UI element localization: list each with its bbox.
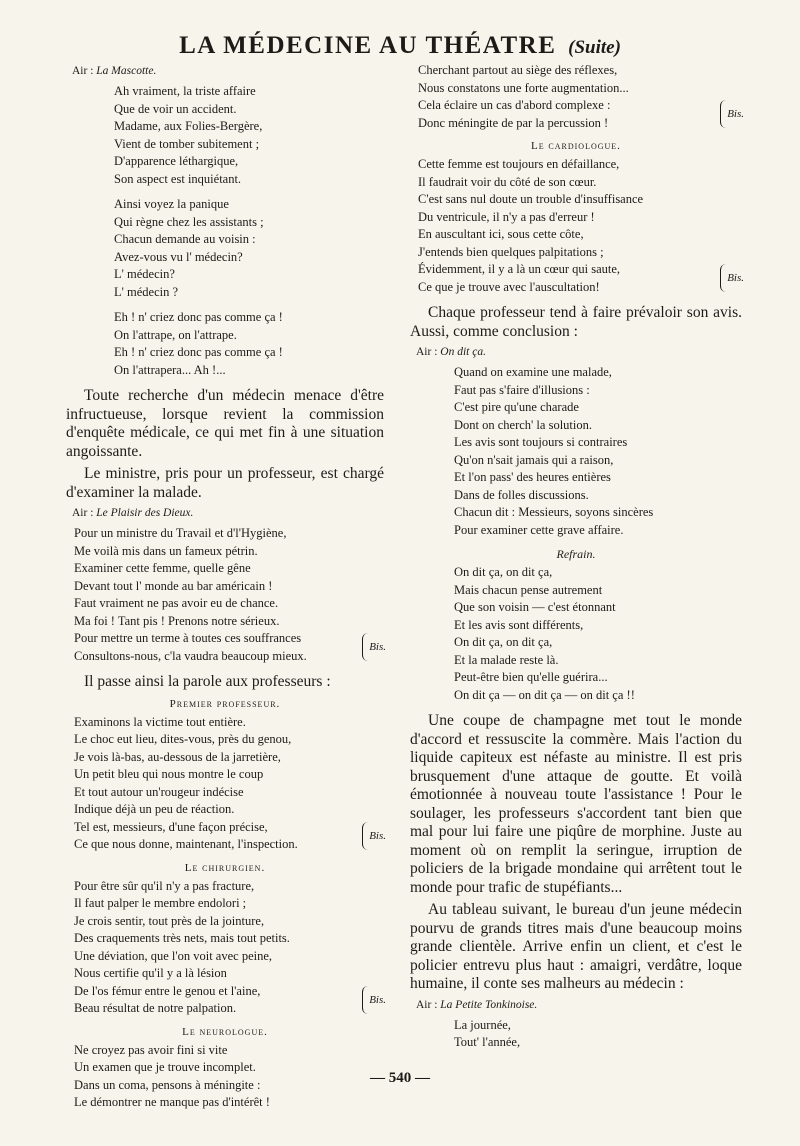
stanza-mascotte-1 (66, 83, 384, 188)
verse-line: Cela éclaire un cas d'abord complexe : (418, 98, 611, 112)
bis-lines (410, 97, 742, 132)
verse-line: Je crois sentir, tout près de la jointure, (74, 913, 265, 928)
stanza-lines (66, 878, 384, 983)
bis-lines (66, 983, 384, 1018)
verse-line: Peut-être bien qu'elle guérira... (454, 670, 608, 684)
prose-chaque-professeur: Chaque professeur tend à faire prévaloir son avis. Aussi, comme conclusion : (410, 304, 742, 340)
verse-line: Ainsi voyez la panique (114, 197, 229, 211)
bis-group (66, 983, 384, 1018)
bis-mark: Bis. (362, 633, 386, 661)
verse-line: Dans un coma, pensons à méningite : (74, 1077, 261, 1092)
verse-line: C'est pire qu'une charade (454, 400, 579, 414)
verse-line: Et l'on pass' des heures entières (454, 470, 611, 484)
verse-line: C'est sans nul doute un trouble d'insuffisance (418, 192, 644, 206)
verse-line: Pour un ministre du Travail et d'l'Hygiène, (74, 526, 287, 540)
prose-recherche: Toute recherche d'un médecin menace d'être infructueuse, lorsque revient la commission d'enquête médicale, ce qui met fin à une situation angoissante. (66, 387, 384, 460)
verse-line: Que de voir un accident. (114, 101, 237, 116)
air-name: On dit ça. (440, 346, 486, 358)
verse-line: Chacun dit : Messieurs, soyons sincères (454, 505, 654, 519)
heading-cardiologue: Le cardiologue. (531, 140, 621, 152)
verse-line: D'apparence léthargique, (114, 154, 239, 168)
verse-line: Chacun demande au voisin : (114, 232, 256, 246)
verse-line: Tel est, messieurs, d'une façon précise, (74, 819, 268, 834)
stanza-neurologue-cont (410, 62, 742, 132)
verse-line: Devant tout l' monde au bar américain ! (74, 578, 273, 593)
verse-line: On l'attrape, on l'attrape. (114, 327, 237, 342)
prose-ministre: Le ministre, pris pour un professeur, est chargé d'examiner la malade. (66, 465, 384, 501)
verse-line: Qu'on n'sait jamais qui a raison, (454, 452, 614, 467)
bis-group (66, 819, 384, 854)
stanza-tonkinoise (410, 1017, 742, 1052)
verse-line: Eh ! n' criez donc pas comme ça ! (114, 345, 283, 359)
verse-line: Faut vraiment ne pas avoir eu de chance. (74, 596, 279, 610)
stanza-lines (410, 62, 742, 97)
right-column (410, 62, 742, 1060)
stanza-lines (66, 714, 384, 819)
air-label: Air : (416, 346, 438, 358)
verse-line: Donc méningite de par la percussion ! (418, 115, 609, 130)
verse-line: Le démontrer ne manque pas d'intérêt ! (74, 1095, 270, 1109)
verse-line: Des craquements très nets, mais tout petits. (74, 931, 290, 945)
verse-line: Ce que je trouve avec l'auscultation! (418, 279, 600, 294)
air-name: La Mascotte. (96, 65, 157, 77)
verse-line: Ma foi ! Tant pis ! Prenons notre sérieux. (74, 613, 280, 628)
stanza-on-dit-ca (410, 364, 742, 539)
verse-line: Examinons la victime tout entière. (74, 714, 246, 729)
verse-line: L' médecin ? (114, 284, 179, 299)
verse-line: L' médecin? (114, 267, 175, 281)
verse-line: Beau résultat de notre palpation. (74, 1001, 237, 1015)
verse-line: Il faut palper le membre endolori ; (74, 896, 247, 910)
verse-line: Cette femme est toujours en défaillance, (418, 157, 620, 171)
page-number: — 540 — (370, 1070, 430, 1086)
air-label: Air : (72, 507, 94, 519)
bis-lines (66, 819, 384, 854)
prose-tableau-suivant: Au tableau suivant, le bureau d'un jeune médecin pourvu de grands titres mais d'une beaucoup moins grande clientèle. Arrive enfin un client, et c'est le policier entrevu plus haut : amaigri, verdâtre, loque humaine, il conte ses malheurs au médecin : (410, 901, 742, 992)
verse-line: Dont on cherch' la solution. (454, 417, 592, 432)
left-column (66, 62, 384, 1120)
bis-lines (66, 630, 384, 665)
refrain-label: Refrain. (556, 547, 596, 561)
verse-line: Cherchant partout au siège des réflexes, (418, 63, 618, 77)
verse-line: Pour mettre un terme à toutes ces souffrances (74, 631, 302, 645)
bis-mark: Bis. (362, 822, 386, 850)
verse-line: Ne croyez pas avoir fini si vite (74, 1042, 228, 1057)
verse-line: Un petit bleu qui nous montre le coup (74, 767, 264, 781)
air-name: Le Plaisir des Dieux. (96, 507, 194, 519)
verse-line: Une déviation, que l'on voit avec peine, (74, 948, 273, 963)
verse-line: Nous constatons une forte augmentation... (418, 80, 629, 95)
verse-line: Pour être sûr qu'il n'y a pas fracture, (74, 878, 255, 893)
verse-line: On dit ça, on dit ça, (454, 635, 553, 649)
stanza-lines (410, 156, 742, 261)
heading-chirurgien: Le chirurgien. (184, 861, 266, 874)
stanza-premier-professeur (66, 714, 384, 854)
bis-mark: Bis. (720, 264, 744, 292)
verse-line: Et la malade reste là. (454, 652, 559, 667)
air-label: Air : (416, 998, 438, 1011)
bis-mark: Bis. (720, 100, 744, 128)
verse-line: Un examen que je trouve incomplet. (74, 1060, 256, 1074)
verse-line: Pour examiner cette grave affaire. (454, 522, 624, 537)
page-title (0, 32, 800, 60)
verse-line: Le choc eut lieu, dites-vous, près du genou, (74, 732, 292, 746)
verse-line: Consultons-nous, c'la vaudra beaucoup mieux. (74, 648, 307, 663)
prose-champagne: Une coupe de champagne met tout le monde d'accord et ressuscite la commère. Mais l'action du liquide capiteux est néfaste au ministre. Il est pris brusquement d'une attaque de goutte. Et voilà émotionnée à nouveau toute l'assistance ! Pour le soulager, les professeurs s'accordent tant bien que mal pour lui faire une piqûre de morphine. Juste au moment où on remplit la seringue, irruption de policiers de la brigade mondaine qui arrêtent tout le monde pour trafic de stupéfiants... (410, 712, 742, 896)
bis-group (410, 261, 742, 296)
verse-line: Son aspect est inquiétant. (114, 171, 242, 186)
verse-line: J'entends bien quelques palpitations ; (418, 244, 604, 259)
stanza-ministre-lines (66, 525, 384, 630)
stanza-mascotte-3 (66, 309, 384, 379)
stanza-mascotte-2 (66, 196, 384, 301)
verse-line: Faut pas s'faire d'illusions : (454, 382, 590, 397)
verse-line: Quand on examine une malade, (454, 365, 612, 379)
air-on-dit-ca (416, 345, 742, 360)
bis-lines (410, 261, 742, 296)
prose-passe: Il passe ainsi la parole aux professeurs : (84, 673, 331, 690)
air-label: Air : (72, 65, 94, 77)
verse-line: Ce que nous donne, maintenant, l'inspection. (74, 837, 298, 851)
stanza-cardiologue (410, 156, 742, 296)
heading-premier-professeur: Premier professeur. (169, 697, 281, 710)
verse-line: Et tout autour un'rougeur indécise (74, 784, 244, 799)
verse-line: Indique déjà un peu de réaction. (74, 802, 235, 816)
verse-line: On l'attrapera... Ah !... (114, 362, 226, 377)
verse-line: Tout' l'année, (454, 1035, 521, 1049)
verse-line: Eh ! n' criez donc pas comme ça ! (114, 310, 283, 324)
air-plaisir-des-dieux (72, 506, 384, 521)
verse-line: Du ventricule, il n'y a pas d'erreur ! (418, 209, 595, 224)
air-petite-tonkinoise (416, 998, 742, 1013)
verse-line: Me voilà mis dans un fameux pétrin. (74, 543, 258, 558)
verse-line: Vient de tomber subitement ; (114, 136, 260, 151)
verse-line: La journée, (454, 1017, 511, 1032)
stanza-ministre (66, 525, 384, 665)
verse-line: Examiner cette femme, quelle gêne (74, 561, 251, 575)
bis-group (410, 97, 742, 132)
verse-line: De l'os fémur entre le genou et l'aine, (74, 983, 261, 998)
verse-line: Que son voisin — c'est étonnant (454, 600, 616, 614)
verse-line: On dit ça — on dit ça — on dit ça !! (454, 687, 635, 702)
title-suite: (Suite) (568, 37, 621, 58)
verse-line: Qui règne chez les assistants ; (114, 214, 264, 229)
bis-group (66, 630, 384, 665)
verse-line: Ah vraiment, la triste affaire (114, 84, 256, 98)
verse-line: On dit ça, on dit ça, (454, 565, 553, 579)
air-la-mascotte (72, 64, 384, 79)
verse-line: Les avis sont toujours si contraires (454, 435, 628, 449)
verse-line: Et les avis sont différents, (454, 617, 584, 632)
verse-line: Mais chacun pense autrement (454, 582, 603, 597)
verse-line: Nous certifie qu'il y a là lésion (74, 966, 227, 980)
verse-line: Dans de folles discussions. (454, 487, 589, 502)
verse-line: Madame, aux Folies-Bergère, (114, 119, 263, 133)
verse-line: Il faudrait voir du côté de son cœur. (418, 174, 597, 189)
verse-line: Avez-vous vu l' médecin? (114, 249, 243, 264)
stanza-refrain (410, 564, 742, 704)
verse-line: En auscultant ici, sous cette côte, (418, 227, 584, 241)
verse-line: Évidemment, il y a là un cœur qui saute, (418, 262, 621, 276)
heading-neurologue: Le neurologue. (182, 1025, 268, 1038)
verse-line: Je vois là-bas, au-dessous de la jarretière, (74, 749, 281, 764)
air-name: La Petite Tonkinoise. (440, 998, 538, 1011)
stanza-chirurgien (66, 878, 384, 1018)
bis-mark: Bis. (362, 986, 386, 1014)
title-text: LA MÉDECINE AU THÉATRE (179, 32, 557, 59)
